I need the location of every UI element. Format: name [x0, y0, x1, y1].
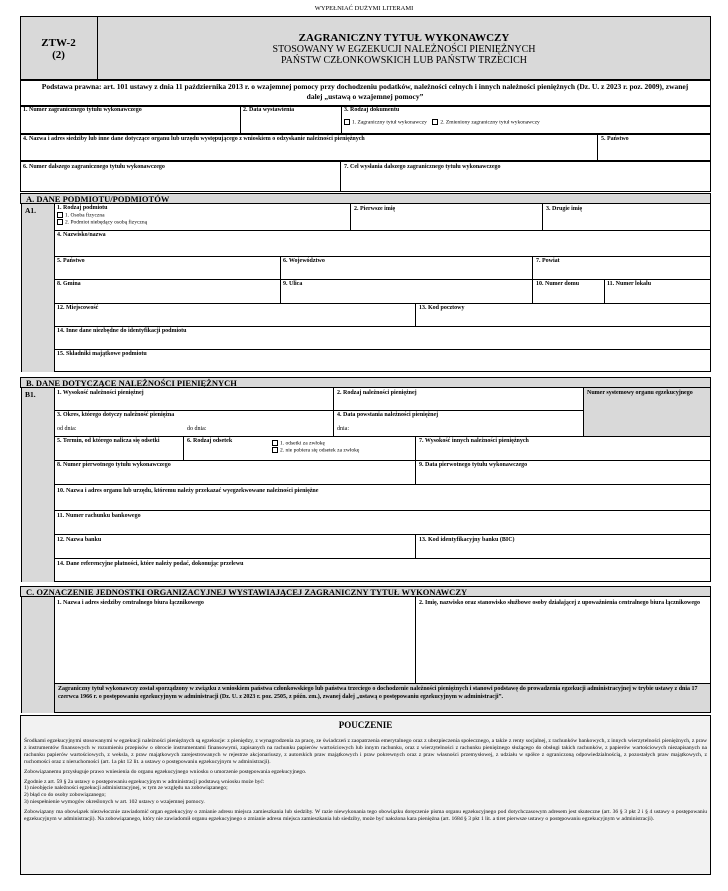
top-note: WYPEŁNIAĆ DUŻYMI LITERAMI — [314, 5, 414, 12]
form-title-block — [97, 32, 711, 66]
field-apartment-number[interactable]: 11. Numer lokalu — [607, 281, 652, 287]
checkbox-no-interest[interactable] — [272, 447, 278, 453]
field-further-title-purpose[interactable]: 7. Cel wysłania dalszego zagranicznego tytułu wykonawczego — [344, 164, 501, 170]
field-claim-date-day[interactable]: dnia: — [337, 426, 349, 432]
field-period-to[interactable]: do dnia: — [187, 426, 207, 432]
pouczenie-paragraph: Środkami egzekucyjnymi stosowanymi w egzekucji należności pieniężnych są egzekucje: z pieniędzy, z wynagrodzenia za pracę, ze świadczeń z zaopatrzenia emerytalnego oraz z ubezpieczenia społecznego, a także z renty socjalnej, z rachunków bankowych, z innych wierzytelności pieniężnych, z praw z instrumentów finansowych w rozumieniu przepisów o obrocie instrumentami finansowymi, zapisanych na rachunku papierów wartościowych lub innym rachunku, oraz z wierzytelności z rachunku pieniężnego służącego do obsługi takich rachunków, z papierów wartościowych niezapisanych na rachunku papierów wartościowych, z weksla, z praw majątkowych zarejestrowanych w rejestrze akcjonariuszy, z autorskich praw majątkowych i praw pokrewnych oraz z praw własności przemysłowej, z udziału w spółce z ograniczoną odpowiedzialnością, z pozostałych praw majątkowych, z ruchomości oraz z nieruchomości (art. 1a pkt 12 lit. a ustawy o postępowaniu egzekucyjnym w administracji). — [24, 738, 707, 765]
field-amount[interactable]: 1. Wysokość należności pieniężnej — [57, 390, 144, 396]
section-a-header: A. DANE PODMIOTU/PODMIOTÓW — [20, 193, 711, 204]
field-original-title-date[interactable]: 9. Data pierwotnego tytułu wykonawczego — [419, 462, 528, 468]
checkbox-foreign-title[interactable] — [344, 119, 350, 125]
field-bank-name[interactable]: 12. Nazwa banku — [57, 537, 102, 543]
section-b-header: B. DANE DOTYCZĄCE NALEŻNOŚCI PIENIĘŻNYCH — [20, 377, 711, 388]
form-title: ZAGRANICZNY TYTUŁ WYKONAWCZY — [298, 32, 510, 44]
field-entity-type: 1. Rodzaj podmiotu — [57, 205, 108, 211]
field-city[interactable]: 12. Miejscowość — [57, 305, 99, 311]
option-legal-entity: 2. Podmiot niebędący osobą fizyczną — [65, 219, 148, 226]
section-b-tag: B1. — [25, 390, 36, 399]
field-bank-account[interactable]: 11. Numer rachunku bankowego — [57, 513, 141, 519]
checkbox-interest-late[interactable] — [272, 440, 278, 446]
field-original-title-number[interactable]: 8. Numer pierwotnego tytułu wykonawczego — [57, 462, 171, 468]
option-foreign-title: 1. Zagraniczny tytuł wykonawczy — [352, 119, 427, 126]
form-subtitle-1: STOSOWANY W EGZEKUCJI NALEŻNOŚCI PIENIĘŻNYCH — [272, 44, 536, 55]
checkbox-amended-title[interactable] — [432, 119, 438, 125]
option-no-interest: 2. nie pobiera się odsetek za zwłokę — [280, 447, 360, 454]
option-interest-late: 1. odsetki za zwłokę — [280, 440, 325, 447]
system-number-label: Numer systemowy organu egzekucyjnego — [587, 390, 693, 396]
pouczenie-list-item: 3) niespełnienie wymogów określonych w art. 102 ustawy o wzajemnej pomocy. — [24, 799, 205, 806]
field-house-number[interactable]: 10. Numer domu — [536, 281, 580, 287]
field-street[interactable]: 9. Ulica — [283, 281, 303, 287]
field-period-from[interactable]: od dnia: — [57, 426, 77, 432]
section-a-tag: A1. — [25, 206, 37, 215]
field-period: 3. Okres, którego dotyczy należność pieniężna — [57, 412, 175, 418]
checkbox-legal-entity[interactable] — [57, 219, 63, 225]
field-first-name[interactable]: 2. Pierwsze imię — [354, 206, 396, 212]
field-other-identification[interactable]: 14. Inne dane niezbędne do identyfikacji podmiotu — [57, 328, 187, 334]
option-natural-person: 1. Osoba fizyczna — [65, 212, 105, 219]
field-document-type: 3. Rodzaj dokumentu — [344, 107, 400, 113]
field-interest-start[interactable]: 5. Termin, od którego nalicza się odsetki — [57, 438, 160, 444]
field-second-name[interactable]: 3. Drugie imię — [546, 206, 583, 212]
field-bic[interactable]: 13. Kod identyfikacyjny banku (BIC) — [419, 537, 515, 543]
field-a-country[interactable]: 5. Państwo — [57, 258, 85, 264]
pouczenie-text — [24, 738, 707, 826]
section-c-statement: Zagraniczny tytuł wykonawczy został sporządzony w związku z wnioskiem państwa członkowskiego lub państwa trzeciego o dochodzenie należności pieniężnych i stanowi podstawę do prowadzenia egzekucji administracyjnej w trybie ustawy z dnia 17 czerwca 1966 r. o postępowaniu egzekucyjnym w administracji (Dz. U. z 2023 r. poz. 2505, z późn. zm.), zwanej dalej „ustawą o postępowaniu egzekucyjnym w administracji”. — [58, 686, 698, 700]
field-title-number[interactable]: 1. Numer zagranicznego tytułu wykonawczego — [23, 107, 142, 113]
field-assets[interactable]: 15. Składniki majątkowe podmiotu — [57, 351, 147, 357]
form-subtitle-2: PAŃSTW CZŁONKOWSKICH LUB PAŃSTW TRZECICH — [281, 55, 527, 66]
field-claim-date: 4. Data powstania należności pieniężnej — [337, 412, 439, 418]
field-country[interactable]: 5. Państwo — [601, 136, 629, 142]
field-county[interactable]: 7. Powiat — [536, 258, 560, 264]
pouczenie-paragraph: Zobowiązanemu przysługuje prawo wniesienia do organu egzekucyjnego wniosku o umorzenie postępowania egzekucyjnego. — [24, 768, 307, 775]
pouczenie-list-item: 1) nieobjęcie należności egzekucji administracyjnej, w tym ze względu na zobowiązanego; — [24, 785, 228, 792]
field-authorized-person[interactable]: 2. Imię, nazwisko oraz stanowisko służbowe osoby działającej z upoważnienia centralnego biura łącznikowego — [419, 600, 700, 606]
pouczenie-paragraph: Zobowiązany ma obowiązek niezwłocznie zawiadomić organ egzekucyjny o zmianie adresu miejsca zamieszkania lub siedziby. W razie niewykonania tego obowiązku doręczenie pisma organu egzekucyjnego pod dotychczasowym adresem jest skuteczne (art. 36 § 3 pkt 2 i § 4 ustawy o postępowaniu egzekucyjnym w administracji). Na zobowiązanego, który nie zawiadomił organu egzekucyjnego o zmianie adresu miejsca zamieszkania lub siedziby, może być nałożona kara pieniężna (art. 168d § 3 pkt 1 lit. a tiret pierwsze ustawy o postępowaniu egzekucyjnym w administracji). — [24, 809, 707, 823]
field-municipality[interactable]: 8. Gmina — [57, 281, 81, 287]
field-liaison-office[interactable]: 1. Nazwa i adres siedziby centralnego biura łącznikowego — [57, 600, 204, 606]
field-further-title-number[interactable]: 6. Numer dalszego zagranicznego tytułu wykonawczego — [23, 164, 165, 170]
checkbox-natural-person[interactable] — [57, 212, 63, 218]
field-requesting-authority[interactable]: 4. Nazwa i adres siedziby lub inne dane dotyczące organu lub urzędu występującego z wnioskiem o odzyskanie należności pieniężnych — [23, 136, 365, 142]
legal-basis: Podstawa prawna: art. 101 ustawy z dnia 11 października 2013 r. o wzajemnej pomocy przy dochodzeniu podatków, należności celnych i innych należności pieniężnych (Dz. U. z 2023 r. poz. 2009), zwanej dalej „ustawą o wzajemnej pomocy” — [41, 82, 689, 101]
pouczenie-paragraph: Zgodnie z art. 59 § 2a ustawy o postępowaniu egzekucyjnym w administracji podstawą wniosku może być: — [24, 778, 265, 785]
pouczenie-list-item: 2) błąd co do osoby zobowiązanego; — [24, 792, 106, 799]
field-other-amounts[interactable]: 7. Wysokość innych należności pieniężnych — [419, 438, 529, 444]
pouczenie-title: POUCZENIE — [338, 720, 393, 730]
option-amended-title: 2. Zmieniony zagraniczny tytuł wykonawczy — [440, 119, 540, 126]
field-postal-code[interactable]: 13. Kod pocztowy — [419, 305, 465, 311]
field-surname[interactable]: 4. Nazwisko/nazwa — [57, 232, 106, 238]
field-payment-reference[interactable]: 14. Dane referencyjne płatności, które należy podać, dokonując przelewu — [57, 561, 244, 567]
field-transfer-authority[interactable]: 10. Nazwa i adres organu lub urzędu, któremu należy przekazać wyegzekwowane należności pieniężne — [57, 488, 319, 494]
section-c-header: C. OZNACZENIE JEDNOSTKI ORGANIZACYJNEJ WYSTAWIAJĄCEJ ZAGRANICZNY TYTUŁ WYKONAWCZY — [20, 586, 711, 597]
field-claim-type[interactable]: 2. Rodzaj należności pieniężnej — [337, 390, 417, 396]
field-issue-date[interactable]: 2. Data wystawienia — [243, 107, 295, 113]
field-voivodeship[interactable]: 6. Województwo — [283, 258, 325, 264]
field-interest-type: 6. Rodzaj odsetek — [187, 438, 233, 444]
form-code: ZTW-2 (2) — [41, 37, 76, 61]
